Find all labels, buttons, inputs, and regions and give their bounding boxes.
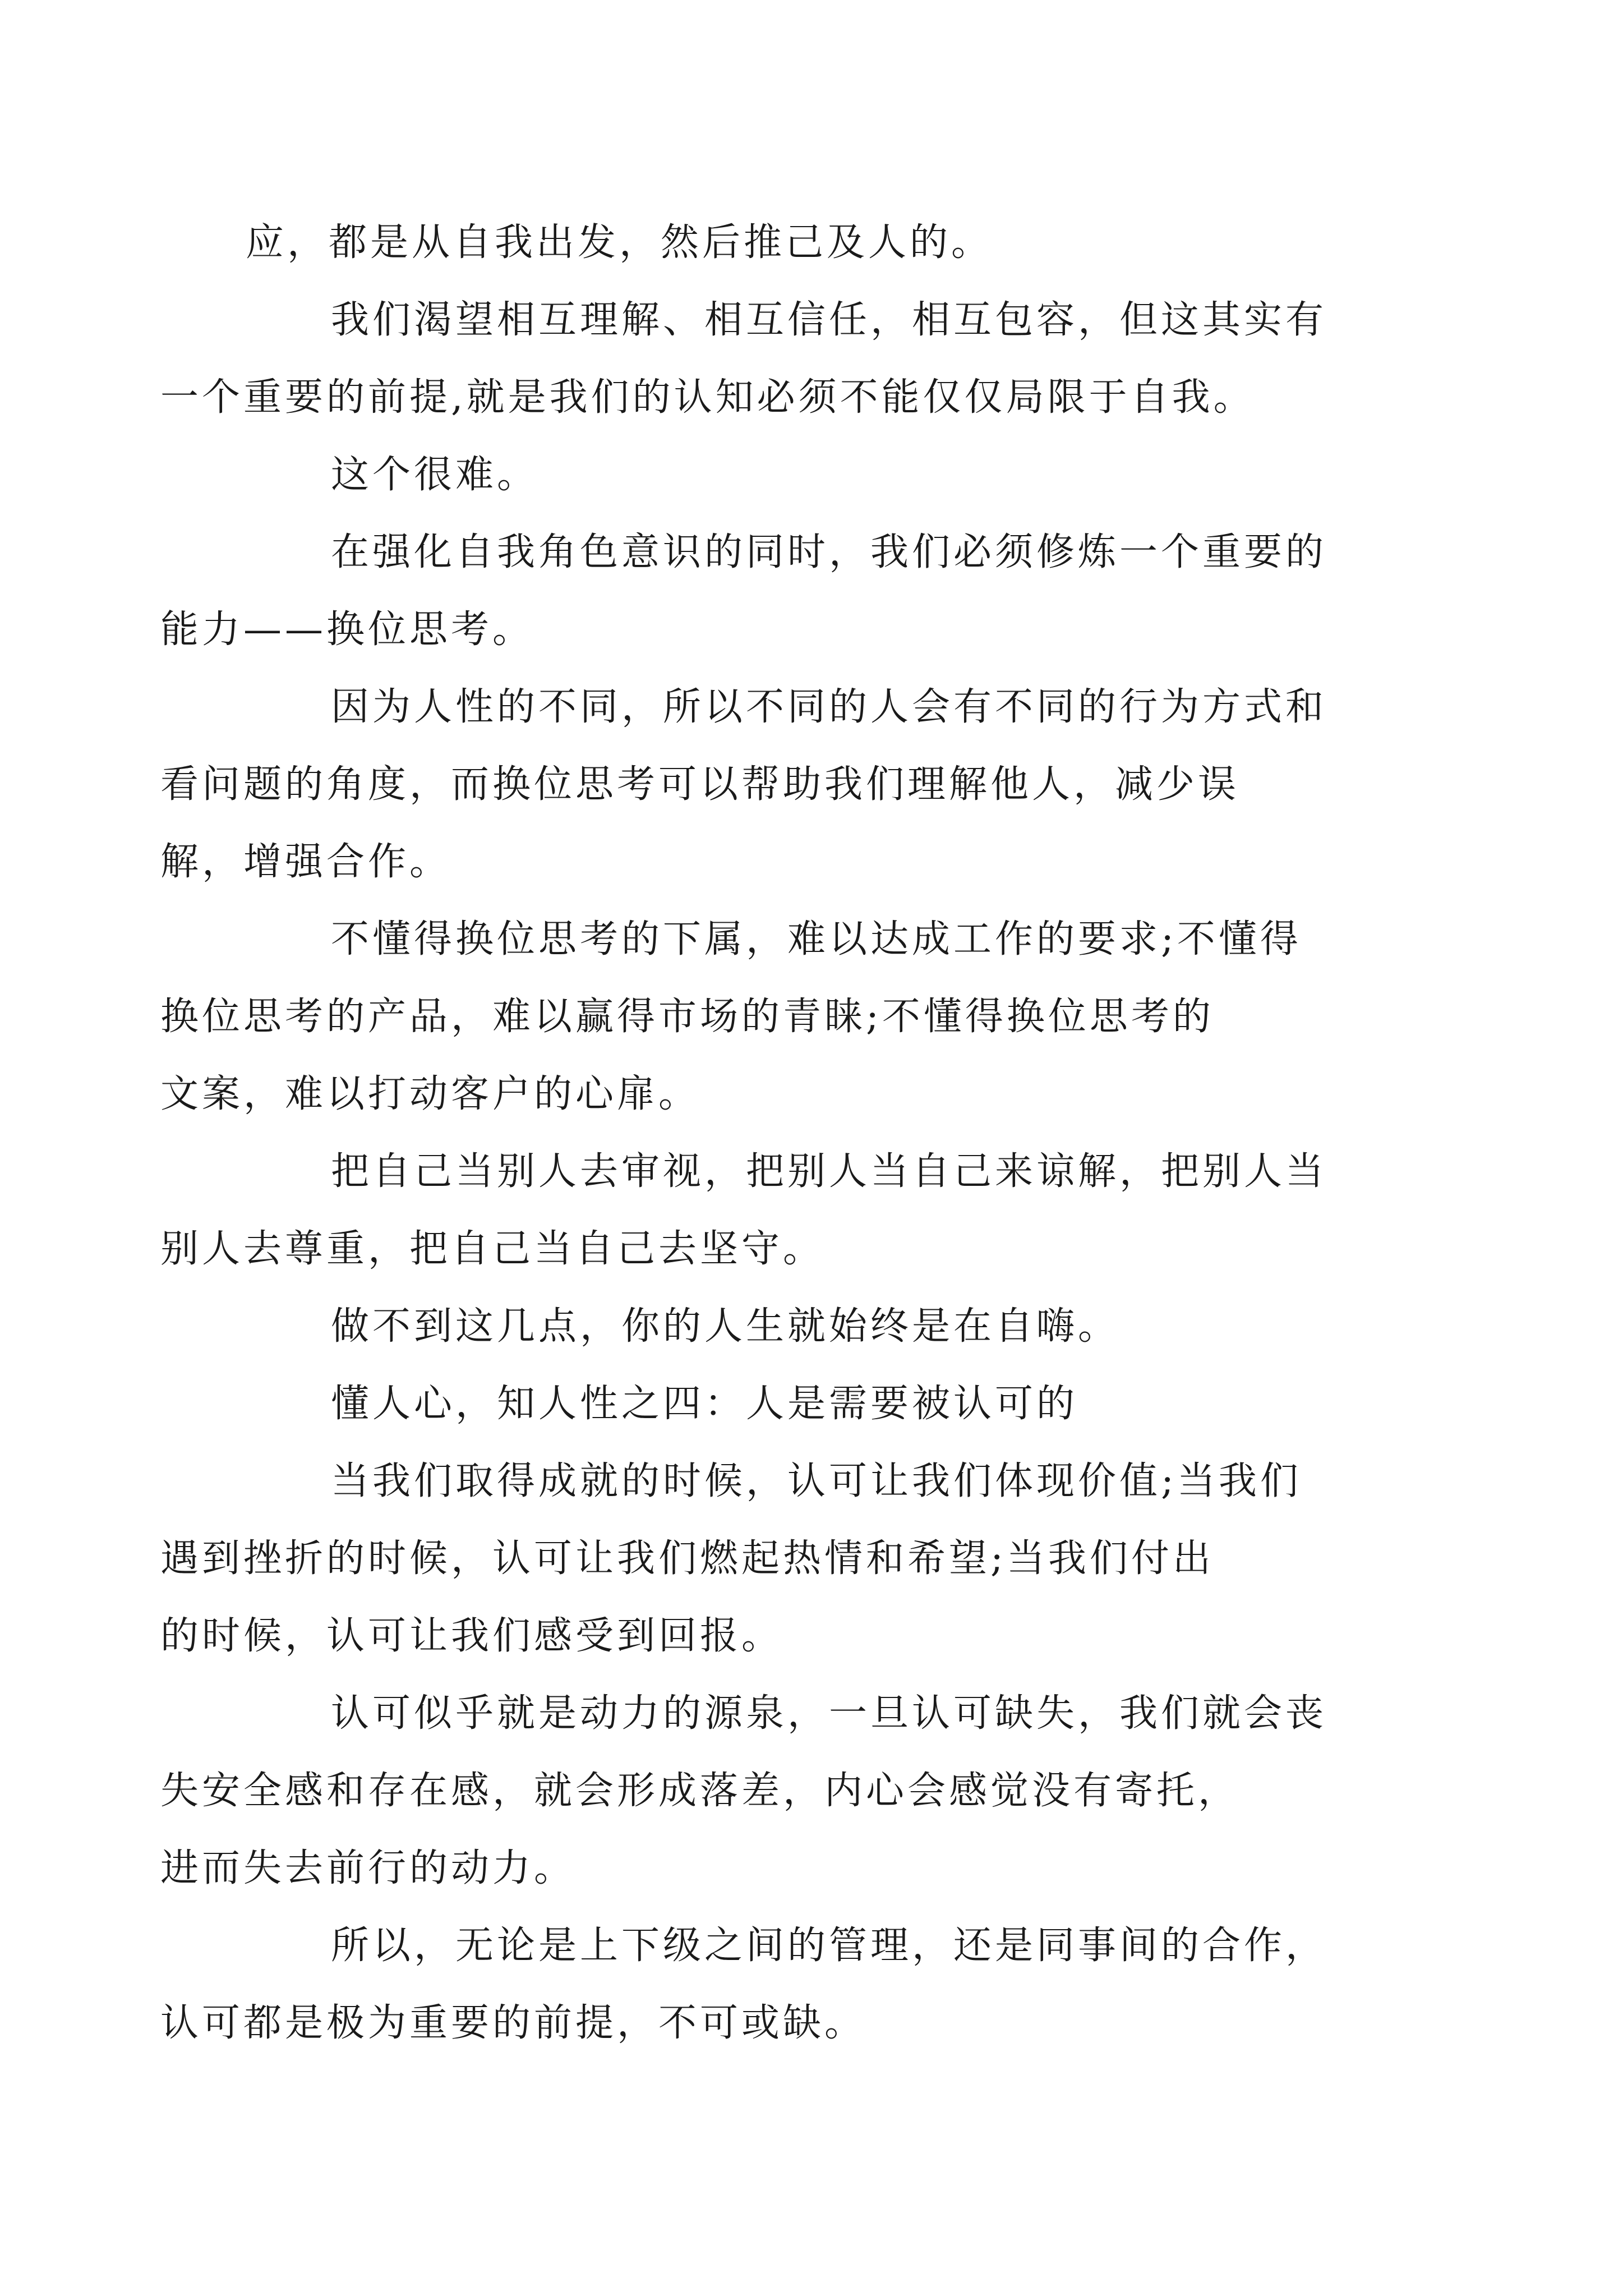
- line: 在强化自我角色意识的同时，我们必须修炼一个重要的: [331, 530, 1327, 574]
- line: 认可都是极为重要的前提，不可或缺。: [160, 2001, 866, 2045]
- line: 能力——换位思考。: [160, 608, 534, 652]
- line: 懂人心，知人性之四：人是需要被认可的: [331, 1382, 1078, 1426]
- paragraph-3: [246, 436, 1390, 514]
- line: 所以，无论是上下级之间的管理，还是同事间的合作，: [331, 1924, 1327, 1968]
- section-heading: [246, 1365, 1390, 1443]
- line: 这个很难。: [331, 453, 539, 497]
- line: 一个重要的前提,就是我们的认知必须不能仅仅局限于自我。: [160, 375, 1255, 420]
- line: 我们渴望相互理解、相互信任，相互包容，但这其实有: [331, 298, 1327, 342]
- line: 看问题的角度，而换位思考可以帮助我们理解他人，减少误: [160, 762, 1240, 807]
- paragraph-7: [160, 1133, 1390, 1288]
- body-text: [160, 204, 1390, 2062]
- paragraph-11: [160, 1675, 1390, 1907]
- paragraph-4: [160, 514, 1390, 669]
- paragraph-5: [160, 669, 1390, 901]
- line: 换位思考的产品，难以赢得市场的青睐;不懂得换位思考的: [160, 995, 1214, 1039]
- line: 当我们取得成就的时候，认可让我们体现价值;当我们: [331, 1459, 1302, 1503]
- line: 的时候，认可让我们感受到回报。: [160, 1614, 783, 1658]
- paragraph-6: [160, 901, 1390, 1133]
- paragraph-2: [160, 282, 1390, 436]
- line: 进而失去前行的动力。: [160, 1846, 576, 1890]
- line: 应，都是从自我出发，然后推己及人的。: [246, 220, 993, 265]
- paragraph-8: [246, 1288, 1390, 1365]
- line: 文案，难以打动客户的心扉。: [160, 1072, 700, 1116]
- line: 失安全感和存在感，就会形成落差，内心会感觉没有寄托，: [160, 1769, 1240, 1813]
- line: 认可似乎就是动力的源泉，一旦认可缺失，我们就会丧: [331, 1691, 1327, 1736]
- paragraph-1: [246, 204, 1390, 282]
- paragraph-12: [160, 1907, 1390, 2062]
- line: 做不到这几点，你的人生就始终是在自嗨。: [331, 1304, 1120, 1349]
- line: 解，增强合作。: [160, 840, 451, 884]
- line: 不懂得换位思考的下属，难以达成工作的要求;不懂得: [331, 917, 1302, 961]
- line: 因为人性的不同，所以不同的人会有不同的行为方式和: [331, 685, 1327, 729]
- line: 把自己当别人去审视，把别人当自己来谅解，把别人当: [331, 1149, 1327, 1194]
- line: 遇到挫折的时候，认可让我们燃起热情和希望;当我们付出: [160, 1536, 1214, 1581]
- line: 别人去尊重，把自己当自己去坚守。: [160, 1227, 825, 1271]
- paragraph-10: [160, 1443, 1390, 1675]
